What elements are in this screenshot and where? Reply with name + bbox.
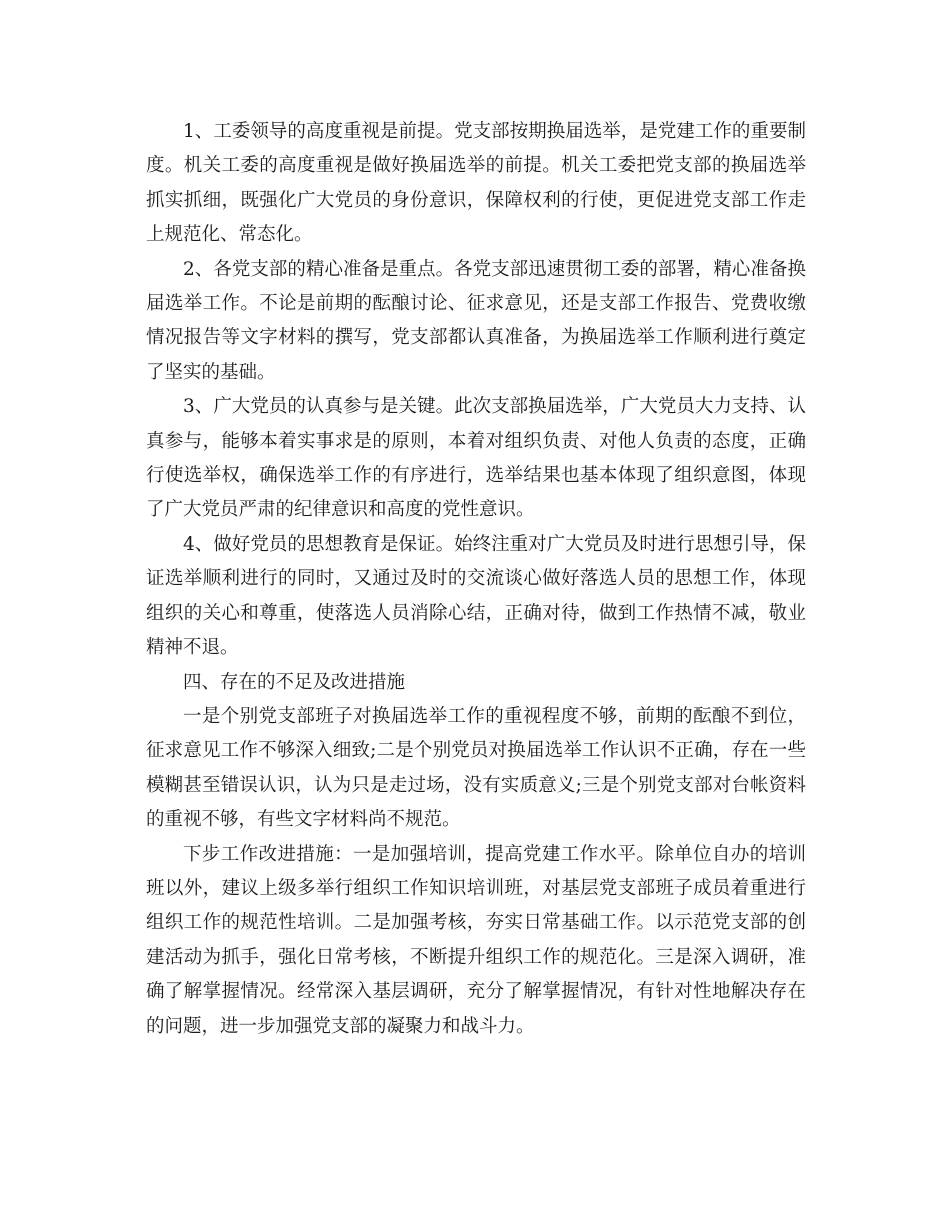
paragraph-shortcomings: 一是个别党支部班子对换届选举工作的重视程度不够，前期的酝酿不到位，征求意见工作不够深入细致;二是个别党员对换届选举工作认识不正确，存在一些模糊甚至错误认识，认为只是走过场，没有实质意义;三是个别党支部对台帐资料的重视不够，有些文字材料尚不规范。: [146, 705, 806, 831]
paragraph-education: 4、做好党员的思想教育是保证。始终注重对广大党员及时进行思想引导，保证选举顺利进行的同时，又通过及时的交流谈心做好落选人员的思想工作，体现组织的关心和尊重，使落选人员消除心结，正确对待，做到工作热情不减，敬业精神不退。: [146, 533, 806, 659]
document-body: [146, 115, 806, 1044]
section-heading-shortcomings: 四、存在的不足及改进措施: [183, 671, 406, 693]
paragraph-preparation: 2、各党支部的精心准备是重点。各党支部迅速贯彻工委的部署，精心准备换届选举工作。不论是前期的酝酿讨论、征求意见，还是支部工作报告、党费收缴情况报告等文字材料的撰写，党支部都认真准备，为换届选举工作顺利进行奠定了坚实的基础。: [146, 258, 806, 383]
paragraph-improvements: 下步工作改进措施：一是加强培训，提高党建工作水平。除单位自办的培训班以外，建议上级多举行组织工作知识培训班，对基层党支部班子成员着重进行组织工作的规范性培训。二是加强考核，夯实日常基础工作。以示范党支部的创建活动为抓手，强化日常考核，不断提升组织工作的规范化。三是深入调研，准确了解掌握情况。经常深入基层调研，充分了解掌握情况，有针对性地解决存在的问题，进一步加强党支部的凝聚力和战斗力。: [146, 843, 806, 1037]
paragraph-participation: 3、广大党员的认真参与是关键。此次支部换届选举，广大党员大力支持、认真参与，能够本着实事求是的原则，本着对组织负责、对他人负责的态度，正确行使选举权，确保选举工作的有序进行，选举结果也基本体现了组织意图，体现了广大党员严肃的纪律意识和高度的党性意识。: [146, 396, 806, 521]
paragraph-leadership: 1、工委领导的高度重视是前提。党支部按期换届选举，是党建工作的重要制度。机关工委的高度重视是做好换届选举的前提。机关工委把党支部的换届选举抓实抓细，既强化广大党员的身份意识，保障权利的行使，更促进党支部工作走上规范化、常态化。: [146, 121, 806, 246]
